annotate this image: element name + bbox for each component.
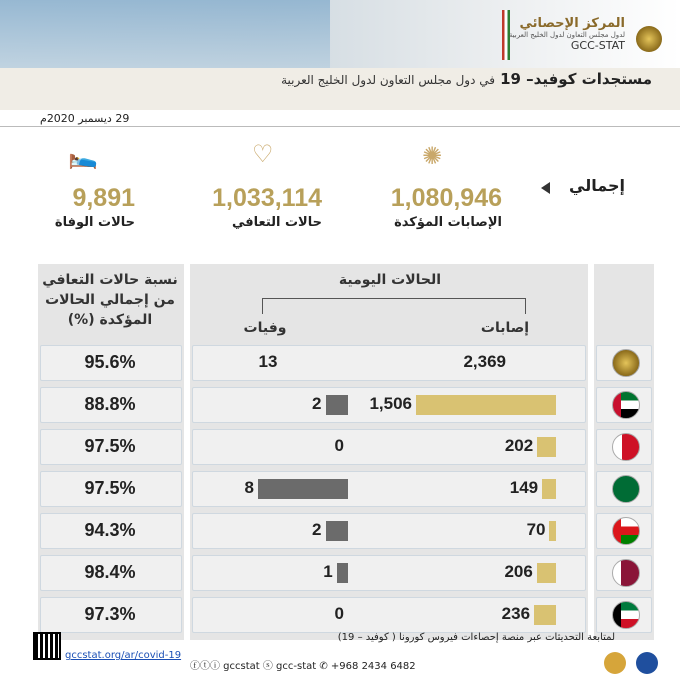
recovery-rate-value: 94.3% xyxy=(84,520,136,540)
recovery-rate-value: 88.8% xyxy=(84,394,136,414)
flag-qatar-icon xyxy=(612,559,640,587)
flag-saudi-arabia-icon xyxy=(612,475,640,503)
deaths-bar xyxy=(326,395,349,415)
deaths-value: 1 xyxy=(323,562,333,581)
kpi-confirmed-label: الإصابات المؤكدة xyxy=(394,215,502,230)
heartbeat-icon: ♡ xyxy=(252,140,274,168)
flag-oman-icon xyxy=(612,517,640,545)
flag-bahrain-icon xyxy=(612,433,640,461)
recovery-rate-value: 97.5% xyxy=(84,478,136,498)
deaths-value: 13 xyxy=(258,352,278,371)
virus-icon: ✺ xyxy=(422,142,443,170)
divider xyxy=(0,126,680,127)
cases-bar xyxy=(542,479,556,499)
header-banner xyxy=(0,0,680,110)
recovery-rate-value: 97.3% xyxy=(84,604,136,624)
daily-header: الحالات اليومية xyxy=(338,272,442,288)
totals-label: إجمالي xyxy=(569,176,625,195)
deaths-bar xyxy=(326,521,349,541)
flag-uae-icon xyxy=(612,391,640,419)
cases-value: 236 xyxy=(501,604,531,623)
kpi-recovered-value: 1,033,114 xyxy=(212,184,322,212)
cases-bar xyxy=(534,605,556,625)
deaths-value: 0 xyxy=(334,436,344,455)
recovery-rate-value: 97.5% xyxy=(84,436,136,456)
totals-arrow-icon xyxy=(541,182,550,194)
deaths-value: 8 xyxy=(244,478,254,497)
footer-social: ⓕⓣⓘ gccstat ⓢ gcc-stat ✆ +968 2434 6482 xyxy=(190,661,416,672)
patient-bed-icon: 🛌 xyxy=(68,142,98,170)
flag-kuwait-icon xyxy=(612,601,640,629)
kpi-deaths-label: حالات الوفاة xyxy=(54,215,135,230)
kpi-recovered-label: حالات التعافي xyxy=(231,215,322,230)
recovery-rate-value: 98.4% xyxy=(84,562,136,582)
kpi-deaths xyxy=(55,184,135,230)
logo-english: GCC-STAT xyxy=(570,39,625,52)
kpi-confirmed xyxy=(391,184,502,230)
cases-bar xyxy=(549,521,556,541)
footer-link[interactable]: gccstat.org/ar/covid-19 xyxy=(65,650,182,661)
recovery-rate-value: 95.6% xyxy=(84,352,136,372)
cases-value: 202 xyxy=(504,436,534,455)
cases-value: 1,506 xyxy=(369,394,412,413)
footer-note: لمتابعة التحديثات عبر منصة إحصاءات فيروس كورونا ( كوفيد – 19) xyxy=(337,632,615,643)
deaths-bar xyxy=(337,563,348,583)
qr-code[interactable] xyxy=(33,632,61,660)
cases-bar xyxy=(537,437,556,457)
deaths-bar xyxy=(258,479,348,499)
flag-gcc-icon xyxy=(612,349,640,377)
deaths-value: 2 xyxy=(312,394,322,413)
deaths-value: 0 xyxy=(334,604,344,623)
recovery-header: نسبة حالات التعافي من إجمالي الحالات المؤكدة (%) xyxy=(42,272,178,328)
logo xyxy=(509,16,625,52)
daily-bracket xyxy=(262,298,526,314)
kpi-recovered xyxy=(212,184,322,230)
gcc-emblem-icon xyxy=(636,26,662,52)
page-title: مستجدات كوفيد– 19 xyxy=(500,70,652,88)
cases-value: 2,369 xyxy=(463,352,506,371)
gcc-badge-icon xyxy=(636,652,658,674)
deaths-header: وفيات xyxy=(243,320,287,336)
iso-badge-icon xyxy=(604,652,626,674)
logo-arabic: المركز الإحصائي xyxy=(519,16,625,31)
kpi-confirmed-value: 1,080,946 xyxy=(390,184,502,212)
cases-bar xyxy=(416,395,556,415)
cases-value: 149 xyxy=(509,478,539,497)
cases-bar xyxy=(537,563,556,583)
cases-header: إصابات xyxy=(480,320,530,336)
page-subtitle: في دول مجلس التعاون لدول الخليج العربية xyxy=(281,73,495,87)
kpi-deaths-value: 9,891 xyxy=(72,184,135,212)
cases-value: 70 xyxy=(526,520,546,539)
cases-value: 206 xyxy=(504,562,533,581)
report-date: 29 ديسمبر 2020م xyxy=(40,112,130,125)
deaths-value: 2 xyxy=(312,520,322,539)
logo-arabic-sub: لدول مجلس التعاون لدول الخليج العربية xyxy=(508,31,625,39)
